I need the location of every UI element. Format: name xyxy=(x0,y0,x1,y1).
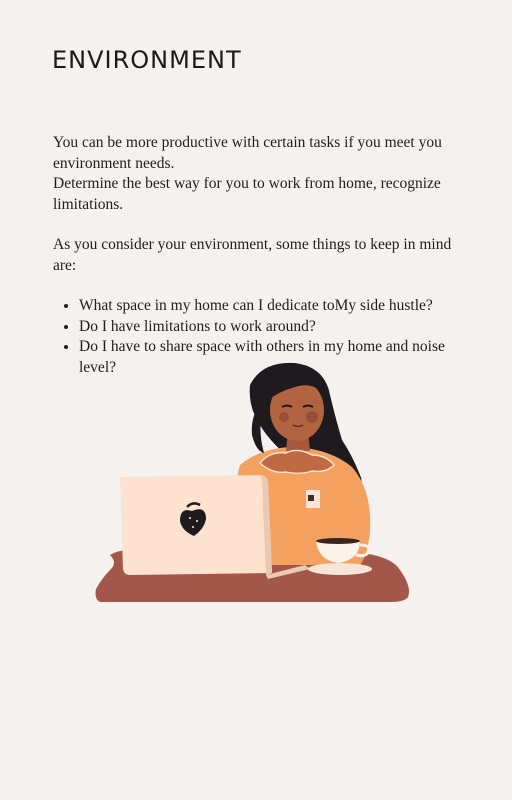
page-title: ENVIRONMENT xyxy=(52,46,242,74)
list-item: • What space in my home can I dedicate toMy side hustle? xyxy=(79,296,473,317)
woman-laptop-illustration xyxy=(90,355,420,610)
paragraph-productivity: You can be more productive with certain tasks if you meet you environment needs. xyxy=(53,134,442,172)
paragraph-intro: As you consider your environment, some things to keep in mind are: xyxy=(53,236,452,274)
paragraph-work-from-home: Determine the best way for you to work from home, recognize limitations. xyxy=(53,175,441,213)
list-item: • Do I have to share space with others in my home and noise level? xyxy=(79,337,473,378)
list-item: • Do I have limitations to work around? xyxy=(79,317,473,338)
body-text xyxy=(53,133,473,378)
